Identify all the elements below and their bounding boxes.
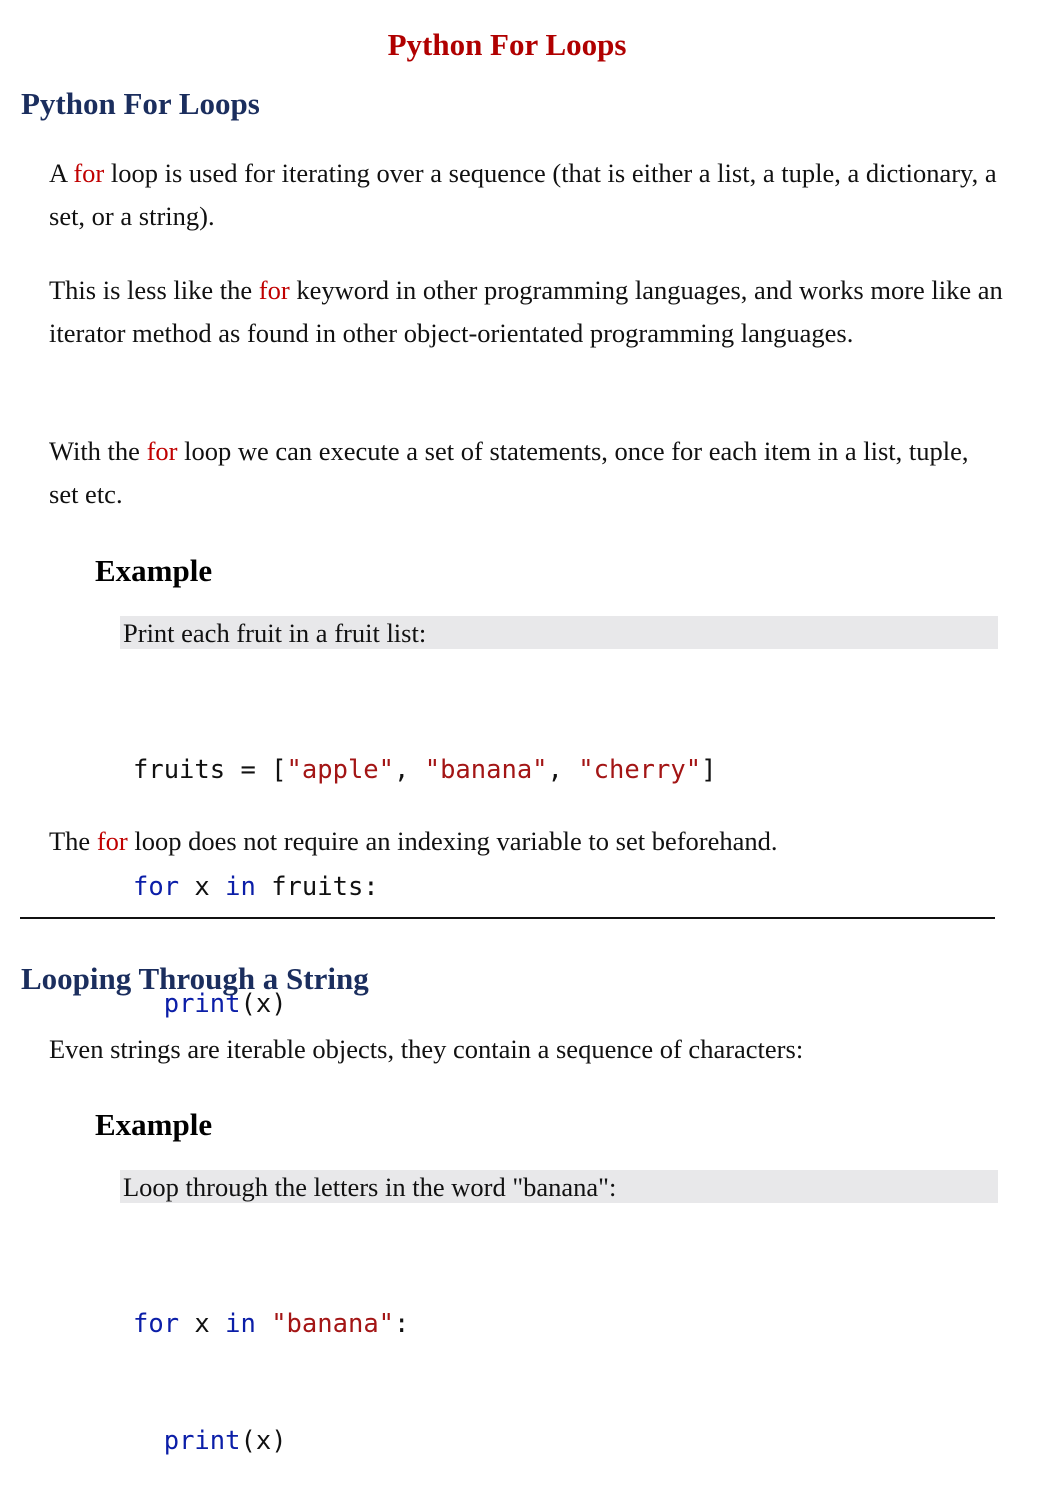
code-text: (x) [240, 989, 287, 1019]
code-line [133, 1422, 409, 1461]
text: This is less like the [49, 275, 259, 305]
code-string: "cherry" [578, 755, 702, 785]
code-line [133, 1305, 409, 1344]
code-keyword: in [225, 872, 256, 902]
usage-paragraph [49, 430, 1004, 516]
code-string: "apple" [286, 755, 394, 785]
code-text: fruits = [ [133, 755, 287, 785]
code-keyword: for [133, 1309, 180, 1339]
code-keyword: print [163, 1426, 241, 1456]
example-heading: Example [95, 553, 213, 588]
code-keyword: in [225, 1309, 256, 1339]
code-indent [133, 1426, 164, 1456]
text: keyword in other programming languages, and works more like an iterator method as found in other object-orientated programming languages. [49, 275, 1003, 348]
code-string: "banana" [424, 755, 548, 785]
code-block-banana [133, 1227, 409, 1500]
text: The [49, 826, 97, 856]
for-keyword: for [258, 275, 290, 305]
code-keyword: for [133, 872, 180, 902]
code-text [256, 1309, 271, 1339]
for-keyword: for [73, 158, 105, 188]
code-text: : [394, 1309, 410, 1339]
section-heading-string-loop: Looping Through a String [21, 961, 369, 996]
code-text: x [179, 1309, 226, 1339]
for-keyword: for [96, 826, 128, 856]
code-block-fruits [133, 673, 716, 1063]
example-caption: Print each fruit in a fruit list: [120, 616, 998, 649]
code-text: ] [701, 755, 717, 785]
code-text: , [394, 755, 425, 785]
example-caption: Loop through the letters in the word "banana": [120, 1170, 998, 1203]
code-text: , [547, 755, 579, 785]
code-line [133, 751, 716, 790]
text: loop does not require an indexing variable to set beforehand. [127, 826, 778, 856]
indexing-paragraph [49, 820, 1004, 863]
text: loop we can execute a set of statements, once for each item in a list, tuple, set etc. [49, 436, 969, 509]
text: loop is used for iterating over a sequence (that is either a list, a tuple, a dictionary, a set, or a string). [49, 158, 997, 231]
section-heading-for-loops: Python For Loops [21, 86, 260, 121]
code-line [133, 868, 716, 907]
code-text: (x) [240, 1426, 287, 1456]
code-text: fruits: [255, 872, 379, 902]
section-divider [20, 917, 995, 919]
for-keyword: for [146, 436, 178, 466]
text: With the [49, 436, 147, 466]
page-title: Python For Loops [387, 27, 627, 62]
text: A [49, 158, 74, 188]
code-keyword: print [163, 989, 241, 1019]
strings-paragraph: Even strings are iterable objects, they contain a sequence of characters: [49, 1034, 804, 1064]
comparison-paragraph [49, 269, 1004, 355]
code-string: "banana" [271, 1309, 395, 1339]
intro-paragraph [49, 152, 1004, 238]
code-text: x [179, 872, 226, 902]
example-heading: Example [95, 1107, 213, 1142]
